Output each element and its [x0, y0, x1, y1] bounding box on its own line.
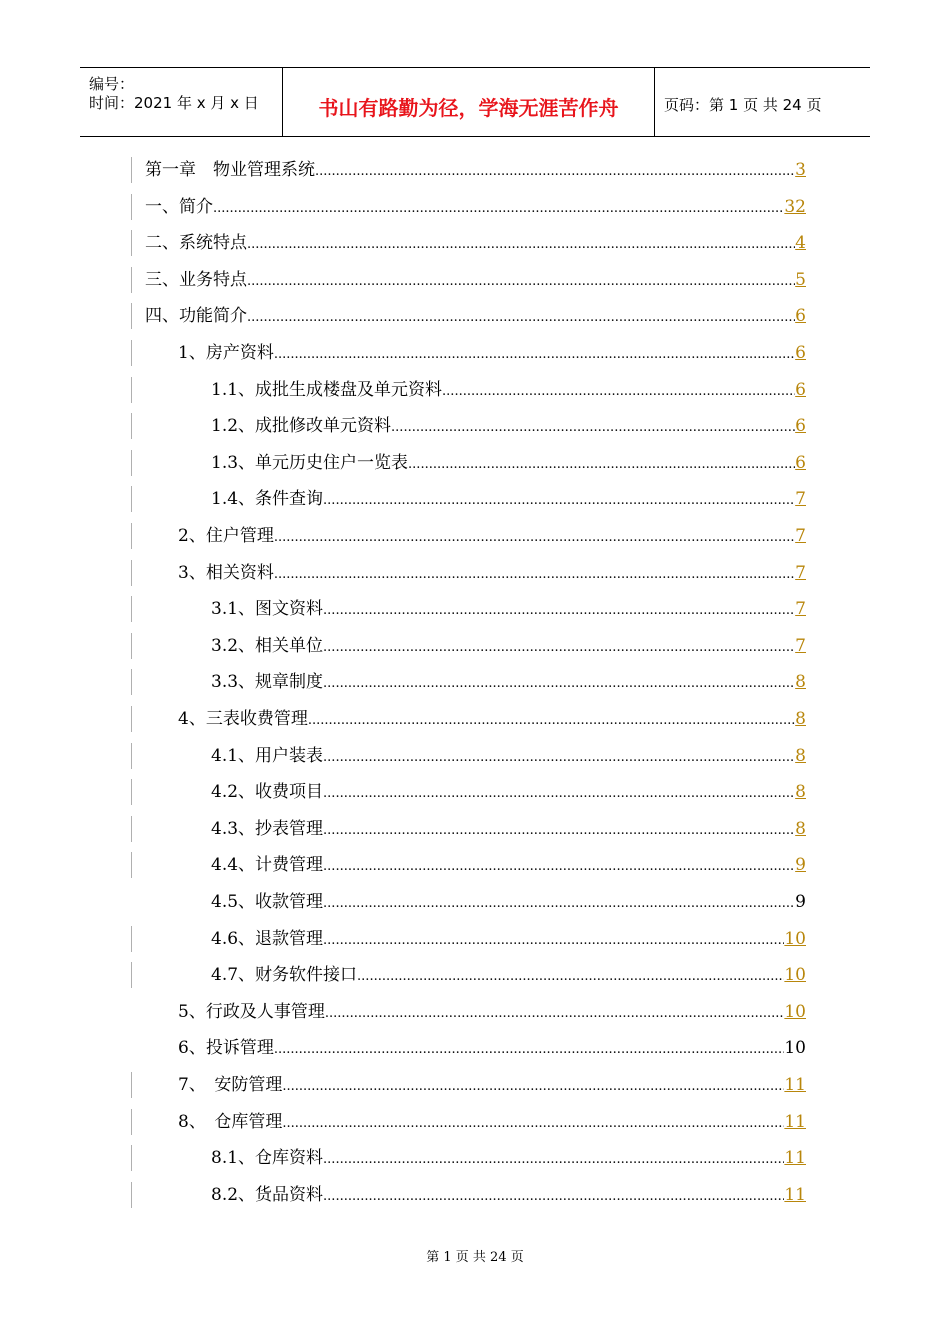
toc-row-marker — [131, 1145, 132, 1171]
toc-entry[interactable] — [211, 634, 806, 660]
toc-dot-leader — [282, 1112, 784, 1136]
toc-entry[interactable] — [211, 927, 806, 953]
toc-row-marker — [131, 523, 132, 549]
toc-row-marker — [131, 743, 132, 769]
document-number-label: 编号： — [89, 75, 135, 93]
toc-page-number[interactable]: 8 — [795, 818, 806, 839]
toc-row[interactable] — [0, 885, 950, 921]
toc-dot-leader — [213, 197, 784, 221]
toc-dot-leader — [323, 1185, 784, 1209]
toc-entry-label: 4.4、计费管理 — [211, 855, 324, 876]
toc-entry-label: 4、三表收费管理 — [178, 709, 308, 729]
toc-entry-label: 4.3、抄表管理 — [211, 818, 324, 839]
toc-entry[interactable] — [145, 304, 806, 330]
toc-row[interactable] — [0, 153, 950, 189]
header-motto-cell — [283, 68, 655, 136]
toc-dot-leader — [323, 672, 795, 696]
toc-row[interactable] — [0, 958, 950, 994]
toc-entry-label: 7、 安防管理 — [178, 1075, 283, 1095]
toc-dot-leader — [247, 270, 795, 294]
toc-dot-leader — [323, 489, 795, 513]
toc-page-number[interactable]: 11 — [784, 1148, 806, 1169]
toc-entry-label: 1.2、成批修改单元资料 — [211, 416, 392, 437]
toc-entry[interactable] — [211, 414, 806, 440]
toc-dot-leader — [323, 819, 795, 843]
toc-row-marker — [131, 1072, 132, 1098]
toc-dot-leader — [274, 563, 795, 587]
toc-entry[interactable] — [211, 670, 806, 696]
toc-entry[interactable] — [145, 231, 806, 257]
toc-dot-leader — [274, 1038, 785, 1062]
toc-entry-label: 3.2、相关单位 — [211, 635, 324, 656]
toc-page-number[interactable]: 8 — [795, 672, 806, 693]
toc-page-number[interactable]: 10 — [784, 928, 806, 949]
toc-entry[interactable] — [211, 780, 806, 806]
toc-page-number[interactable]: 7 — [795, 562, 806, 583]
toc-entry-label: 三、业务特点 — [145, 269, 247, 290]
toc-row-marker — [131, 340, 132, 366]
toc-row-marker — [131, 962, 132, 988]
toc-row[interactable] — [0, 702, 950, 738]
toc-entry[interactable] — [178, 341, 806, 367]
toc-entry-label: 4.6、退款管理 — [211, 928, 324, 949]
toc-row[interactable] — [0, 775, 950, 811]
toc-entry[interactable] — [211, 451, 806, 477]
toc-dot-leader — [323, 746, 795, 770]
toc-entry[interactable] — [211, 1183, 806, 1209]
page-footer: 第 1 页 共 24 页 — [426, 1250, 524, 1265]
toc-row-marker — [131, 303, 132, 329]
toc-dot-leader — [323, 892, 795, 916]
header-page-info: 页码：第 1 页 共 24 页 — [664, 96, 822, 114]
toc-entry-label: 8.2、货品资料 — [211, 1184, 324, 1205]
toc-row[interactable] — [0, 226, 950, 262]
toc-entry-label: 4.5、收款管理 — [211, 892, 324, 912]
toc-row[interactable] — [0, 1178, 950, 1214]
toc-entry[interactable] — [145, 195, 806, 221]
toc-entry[interactable] — [211, 744, 806, 770]
toc-page-number[interactable]: 11 — [784, 1111, 806, 1132]
toc-page-number[interactable]: 8 — [795, 709, 806, 729]
toc-row-marker — [131, 377, 132, 403]
toc-entry-label: 4.1、用户装表 — [211, 745, 324, 766]
toc-page-number[interactable]: 7 — [795, 526, 806, 546]
toc-row-marker — [131, 267, 132, 293]
toc-entry[interactable] — [178, 1036, 806, 1062]
toc-entry-label: 2、住户管理 — [178, 526, 274, 546]
toc-entry[interactable] — [178, 561, 806, 587]
toc-dot-leader — [323, 782, 795, 806]
toc-entry[interactable] — [178, 524, 806, 550]
toc-row-marker — [131, 450, 132, 476]
toc-entry-label: 二、系统特点 — [145, 233, 247, 254]
toc-row[interactable] — [0, 812, 950, 848]
toc-entry[interactable] — [211, 597, 806, 623]
toc-row[interactable] — [0, 665, 950, 701]
toc-dot-leader — [408, 453, 795, 477]
toc-entry-label: 3、相关资料 — [178, 562, 274, 583]
toc-row-marker — [131, 194, 132, 220]
toc-row-marker — [131, 486, 132, 512]
toc-row-marker — [131, 633, 132, 659]
toc-row[interactable] — [0, 409, 950, 445]
toc-row[interactable] — [0, 922, 950, 958]
toc-page-number[interactable]: 3 — [795, 160, 806, 180]
toc-entry[interactable] — [211, 378, 806, 404]
toc-entry[interactable] — [145, 268, 806, 294]
toc-page-number[interactable]: 6 — [795, 416, 806, 437]
toc-entry-label: 6、投诉管理 — [178, 1038, 274, 1059]
toc-row[interactable] — [0, 373, 950, 409]
toc-page-number[interactable]: 32 — [784, 196, 806, 217]
toc-page-number[interactable]: 8 — [795, 745, 806, 766]
toc-row[interactable] — [0, 336, 950, 372]
toc-entry[interactable] — [211, 1146, 806, 1172]
toc-page-number: 9 — [795, 892, 806, 912]
toc-entry-label: 4.2、收费项目 — [211, 782, 324, 803]
toc-row-marker — [131, 926, 132, 952]
toc-row[interactable] — [0, 848, 950, 884]
toc-entry-label: 1、房产资料 — [178, 343, 274, 363]
toc-row[interactable] — [0, 1068, 950, 1104]
toc-entry[interactable] — [211, 853, 806, 879]
toc-dot-leader — [308, 709, 795, 733]
toc-entry[interactable] — [211, 817, 806, 843]
toc-entry[interactable] — [178, 1110, 806, 1136]
header-page-cell — [655, 68, 870, 136]
toc-row[interactable] — [0, 1141, 950, 1177]
toc-entry-label: 8.1、仓库资料 — [211, 1148, 324, 1169]
toc-dot-leader — [323, 855, 795, 879]
toc-page-number[interactable]: 11 — [784, 1184, 806, 1205]
toc-dot-leader — [274, 526, 795, 550]
toc-entry[interactable] — [178, 707, 806, 733]
toc-entry-label: 5、行政及人事管理 — [178, 1001, 325, 1022]
toc-entry-label: 3.3、规章制度 — [211, 672, 324, 693]
header-meta-cell — [80, 68, 283, 136]
document-date-label: 时间：2021 年 x 月 x 日 — [89, 94, 259, 112]
toc-dot-leader — [282, 1075, 784, 1099]
page-header — [80, 67, 870, 137]
toc-row-marker — [131, 230, 132, 256]
toc-row[interactable] — [0, 629, 950, 665]
toc-row[interactable] — [0, 995, 950, 1031]
toc-page-number[interactable]: 6 — [795, 343, 806, 363]
toc-row-marker — [131, 560, 132, 586]
toc-dot-leader — [323, 929, 784, 953]
toc-row-marker — [131, 1109, 132, 1135]
toc-dot-leader — [391, 416, 795, 440]
toc-entry-label: 1.1、成批生成楼盘及单元资料 — [211, 379, 443, 400]
toc-row-marker — [131, 669, 132, 695]
toc-row-marker — [131, 413, 132, 439]
toc-dot-leader — [442, 380, 795, 404]
toc-entry[interactable] — [211, 963, 806, 989]
toc-row-marker — [131, 1182, 132, 1208]
toc-page-number: 10 — [784, 1038, 806, 1059]
toc-row-marker — [131, 816, 132, 842]
toc-row[interactable] — [0, 1105, 950, 1141]
toc-row-marker — [131, 596, 132, 622]
toc-row-marker — [131, 157, 132, 183]
toc-row[interactable] — [0, 446, 950, 482]
toc-page-number[interactable]: 6 — [795, 306, 806, 327]
toc-row[interactable] — [0, 263, 950, 299]
toc-dot-leader — [323, 636, 795, 660]
toc-dot-leader — [274, 343, 795, 367]
toc-page-number[interactable]: 4 — [795, 233, 806, 254]
toc-row[interactable] — [0, 592, 950, 628]
toc-page-number[interactable]: 9 — [795, 855, 806, 876]
toc-row[interactable] — [0, 556, 950, 592]
toc-page-number[interactable]: 7 — [795, 599, 806, 620]
toc-page-number[interactable]: 7 — [795, 635, 806, 656]
toc-row[interactable] — [0, 190, 950, 226]
toc-entry[interactable] — [178, 1073, 806, 1099]
toc-entry-label: 1.3、单元历史住户一览表 — [211, 452, 409, 473]
toc-entry-label: 1.4、条件查询 — [211, 489, 324, 510]
toc-dot-leader — [247, 233, 795, 257]
toc-row[interactable] — [0, 482, 950, 518]
toc-page-number[interactable]: 10 — [784, 1001, 806, 1022]
toc-dot-leader — [315, 160, 795, 184]
toc-dot-leader — [325, 1002, 785, 1026]
toc-row-marker — [131, 706, 132, 732]
toc-dot-leader — [357, 965, 784, 989]
toc-entry[interactable] — [211, 890, 806, 916]
toc-page-number[interactable]: 10 — [784, 965, 806, 986]
toc-row[interactable] — [0, 299, 950, 335]
toc-entry-label: 第一章 物业管理系统 — [145, 160, 315, 180]
toc-page-number[interactable]: 7 — [795, 489, 806, 510]
toc-page-number[interactable]: 5 — [795, 269, 806, 290]
toc-row[interactable] — [0, 739, 950, 775]
toc-dot-leader — [323, 1148, 784, 1172]
toc-row[interactable] — [0, 1031, 950, 1067]
toc-entry-label: 四、功能简介 — [145, 306, 247, 327]
toc-dot-leader — [323, 599, 795, 623]
toc-page-number[interactable]: 6 — [795, 379, 806, 400]
header-motto: 书山有路勤为径，学海无涯苦作舟 — [318, 96, 619, 120]
toc-page-number[interactable]: 8 — [795, 782, 806, 803]
toc-entry[interactable] — [145, 158, 806, 184]
toc-entry[interactable] — [211, 487, 806, 513]
toc-page-number[interactable]: 11 — [784, 1075, 806, 1095]
toc-entry[interactable] — [178, 1000, 806, 1026]
toc-row-marker — [131, 779, 132, 805]
toc-row[interactable] — [0, 519, 950, 555]
toc-row-marker — [131, 852, 132, 878]
toc-dot-leader — [247, 306, 795, 330]
toc-entry-label: 4.7、财务软件接口 — [211, 965, 358, 986]
toc-entry-label: 一、简介 — [145, 196, 213, 217]
toc-entry-label: 8、 仓库管理 — [178, 1111, 283, 1132]
toc-entry-label: 3.1、图文资料 — [211, 599, 324, 620]
toc-page-number[interactable]: 6 — [795, 452, 806, 473]
